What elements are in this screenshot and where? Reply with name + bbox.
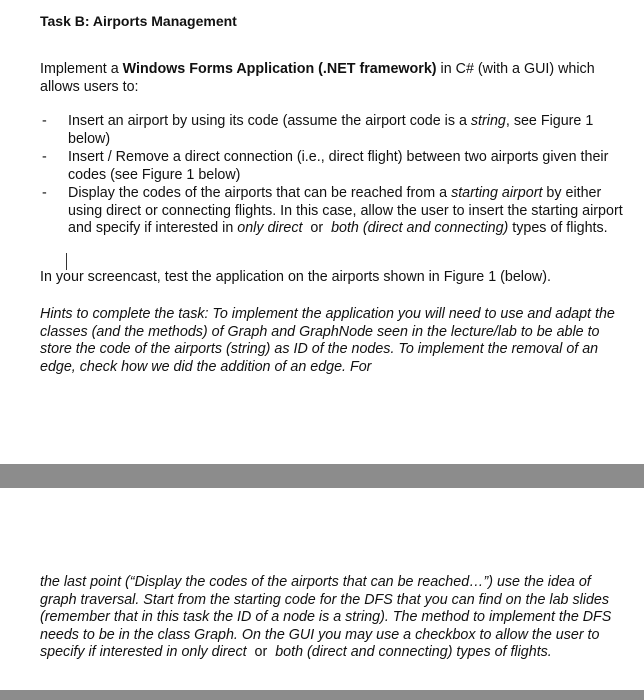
continuation-paragraph: [40, 574, 630, 662]
continuation-text: or: [246, 644, 276, 660]
page-separator: [0, 464, 644, 488]
intro-text-2: in C# (with a GUI) which allows users to:: [40, 61, 595, 95]
list-item-text: or: [302, 220, 332, 236]
page-bottom-edge: [0, 690, 644, 700]
bullet-dash: -: [42, 113, 47, 129]
list-item-emphasis: starting airport: [451, 185, 543, 201]
screencast-paragraph: In your screencast, test the application on the airports shown in Figure 1 (below).: [40, 269, 551, 285]
continuation-text: the last point (“Display the codes of the airports that can be reached…”) use the idea of graph traversal. Start from the starting code for the DFS that you can find on the lab slides (remember that in this task the ID of a node is a string). The method to implement the DFS needs to be in the class Graph. On the GUI you may use a checkbox to allow the user to specify if interested in only direct: [40, 574, 612, 660]
list-item: [40, 185, 630, 238]
requirements-list: [40, 113, 630, 239]
list-item-emphasis: only direct: [237, 220, 303, 236]
intro-bold-framework: Windows Forms Application (.NET framework): [122, 61, 437, 77]
list-item-emphasis: string: [470, 113, 506, 129]
task-title: Task B: Airports Management: [40, 13, 237, 29]
list-item-text: types of flights.: [508, 220, 608, 236]
bullet-dash: -: [42, 149, 47, 165]
intro-paragraph: [40, 60, 620, 96]
list-item-text: by either using direct or connecting flights. In this case, allow the user to insert the starting airport and specify if interested in: [68, 185, 623, 236]
list-item: [40, 149, 630, 184]
list-item-text: Insert / Remove a direct connection (i.e., direct flight) between two airports given their codes (see Figure 1 below): [68, 149, 609, 183]
list-item-emphasis: both (direct and connecting): [331, 220, 509, 236]
list-item: [40, 113, 630, 148]
hints-paragraph: Hints to complete the task: To implement the application you will need to use and adapt the classes (and the methods) of Graph and GraphNode seen in the lecture/lab to be able to store the code of the airports (string) as ID of the nodes. To implement the removal of an edge, check how we did the addition of an edge. For: [40, 306, 615, 375]
intro-text-1: Implement a: [40, 61, 123, 77]
list-item-text: Insert an airport by using its code (assume the airport code is a: [68, 113, 471, 129]
list-item-text: , see Figure 1 below): [68, 113, 594, 147]
list-item-text: Display the codes of the airports that can be reached from a: [68, 185, 452, 201]
bullet-dash: -: [42, 185, 47, 201]
continuation-text: both (direct and connecting) types of flights.: [275, 644, 552, 660]
